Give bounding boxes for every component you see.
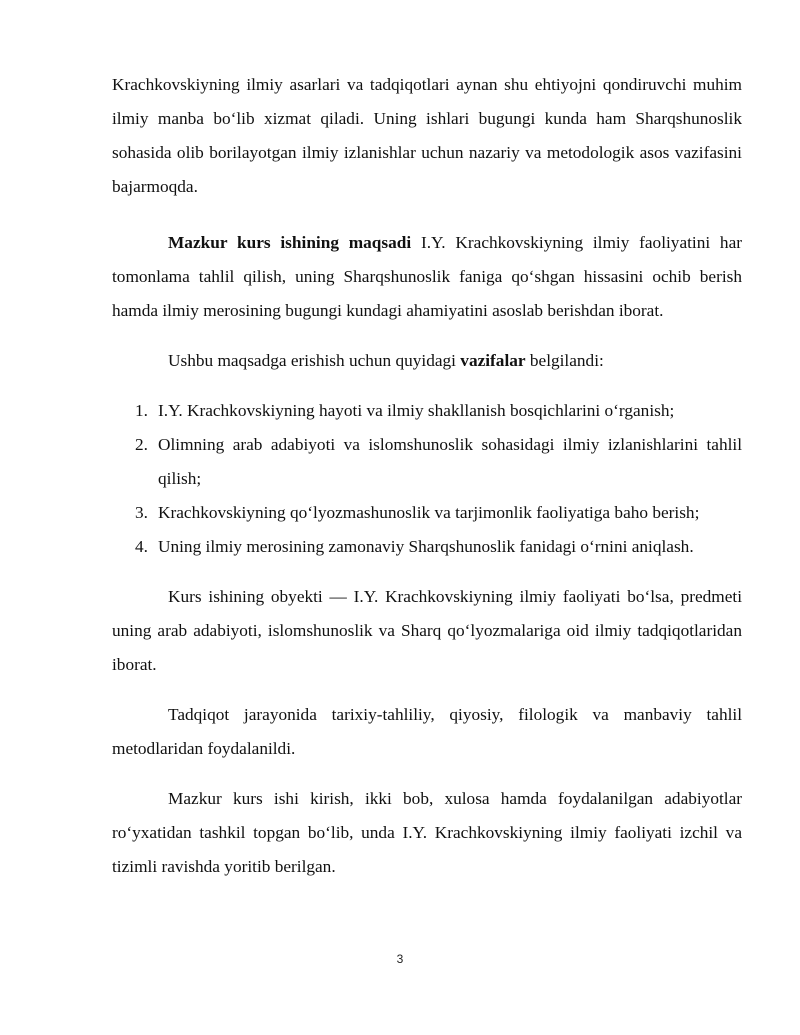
list-item-number: 4. <box>135 537 148 556</box>
list-item-text: Olimning arab adabiyoti va islomshunoslik sohasidagi ilmiy izlanishlarini tahlil qilish; <box>158 435 742 488</box>
list-item-number: 2. <box>135 435 148 454</box>
tasks-list <box>112 394 742 564</box>
tasks-intro-suffix: belgilandi: <box>525 351 604 370</box>
paragraph-structure: Mazkur kurs ishi kirish, ikki bob, xulosa hamda foydalanilgan adabiyotlar ro‘yxatidan tashkil topgan bo‘lib, unda I.Y. Krachkovskiyning ilmiy faoliyati izchil va tizimli ravishda yoritib berilgan. <box>112 789 742 876</box>
paragraph-intro: Krachkovskiyning ilmiy asarlari va tadqiqotlari aynan shu ehtiyojni qondiruvchi muhim ilmiy manba bo‘lib xizmat qiladi. Uning ishlari bugungi kunda ham Sharqshunoslik sohasida olib borilayotgan ilmiy izlanishlar uchun nazariy va metodologik asos vazifasini bajarmoqda. <box>112 75 742 196</box>
list-item <box>112 394 742 428</box>
tasks-intro-text: Ushbu maqsadga erishish uchun quyidagi <box>168 351 461 370</box>
list-item-text: Uning ilmiy merosining zamonaviy Sharqshunoslik fanidagi o‘rnini aniqlash. <box>158 537 694 556</box>
list-item <box>112 428 742 496</box>
list-item-text: Krachkovskiyning qo‘lyozmashunoslik va tarjimonlik faoliyatiga baho berish; <box>158 503 700 522</box>
paragraph-methods: Tadqiqot jarayonida tarixiy-tahliliy, qiyosiy, filologik va manbaviy tahlil metodlaridan foydalanildi. <box>112 705 742 758</box>
page-number: 3 <box>396 952 404 966</box>
list-item-number: 3. <box>135 503 148 522</box>
tasks-heading: vazifalar <box>460 351 526 370</box>
list-item-number: 1. <box>135 401 148 420</box>
list-item <box>112 496 742 530</box>
goal-heading: Mazkur kurs ishining maqsadi <box>168 233 412 252</box>
goal-text: I.Y. Krachkovskiyning ilmiy faoliyatini har tomonlama tahlil qilish, uning Sharqshunoslik faniga qo‘shgan hissasini ochib berish hamda ilmiy merosining bugungi kundagi ahamiyatini asoslab berishdan iborat. <box>112 233 743 320</box>
paragraph-object: Kurs ishining obyekti — I.Y. Krachkovskiyning ilmiy faoliyati bo‘lsa, predmeti uning arab adabiyoti, islomshunoslik va Sharq qo‘lyozmalariga oid ilmiy tadqiqotlaridan iborat. <box>112 587 742 674</box>
list-item <box>112 530 742 564</box>
paragraph-tasks-intro <box>112 344 742 378</box>
document-page <box>112 68 742 884</box>
paragraph-goal <box>112 226 742 328</box>
list-item-text: I.Y. Krachkovskiyning hayoti va ilmiy shakllanish bosqichlarini o‘rganish; <box>158 401 675 420</box>
